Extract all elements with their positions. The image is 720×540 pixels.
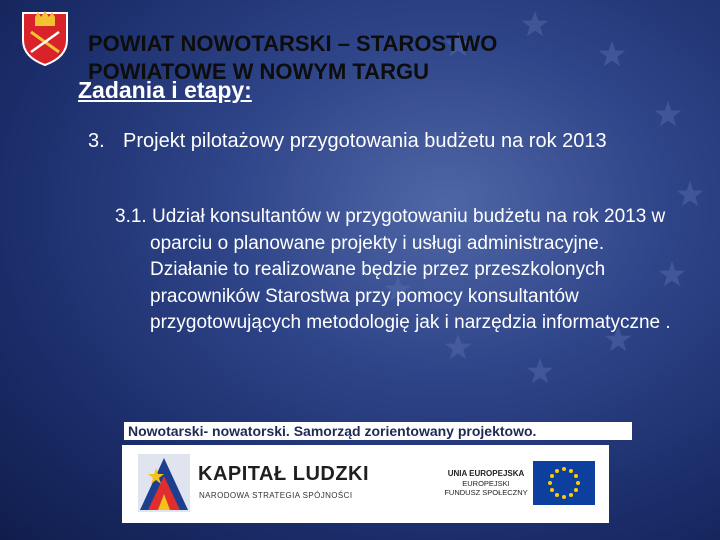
header-title: POWIAT NOWOTARSKI – STAROSTWO POWIATOWE W NOWYM TARGU bbox=[88, 31, 498, 84]
subpoint-text: 3.1. Udział konsultantów w przygotowaniu budżetu na rok 2013 w oparciu o planowane projekty i usługi administracyjne. Działanie to realizowane będzie przez przeszkolonych pracowników Starostwa przy pomocy konsultantów przygotowujących metodologię jak i narzędzia informatyczne . bbox=[115, 206, 671, 333]
eu-flag-icon bbox=[533, 461, 595, 505]
list-item-point-3-1 bbox=[115, 204, 687, 337]
kapital-ludzki-title: KAPITAŁ LUDZKI bbox=[198, 463, 370, 485]
eu-fund-text bbox=[438, 469, 534, 498]
kapital-ludzki-subtitle: NARODOWA STRATEGIA SPÓJNOŚCI bbox=[199, 491, 353, 500]
kapital-ludzki-emblem-icon bbox=[138, 454, 190, 512]
point-number: 3. bbox=[88, 130, 105, 152]
list-item-point-3 bbox=[88, 128, 648, 155]
eu-line-1: UNIA EUROPEJSKA bbox=[447, 469, 525, 478]
eu-line-3: FUNDUSZ SPOŁECZNY bbox=[444, 488, 528, 497]
project-slogan: Nowotarski- nowatorski. Samorząd zorientowany projektowo. bbox=[124, 422, 632, 440]
section-heading: Zadania i etapy: bbox=[78, 77, 252, 103]
county-crest-icon bbox=[20, 10, 70, 66]
funding-logo-bar bbox=[122, 445, 609, 523]
point-text: Projekt pilotażowy przygotowania budżetu na rok 2013 bbox=[123, 130, 607, 152]
eu-line-2: EUROPEJSKI bbox=[462, 478, 510, 488]
